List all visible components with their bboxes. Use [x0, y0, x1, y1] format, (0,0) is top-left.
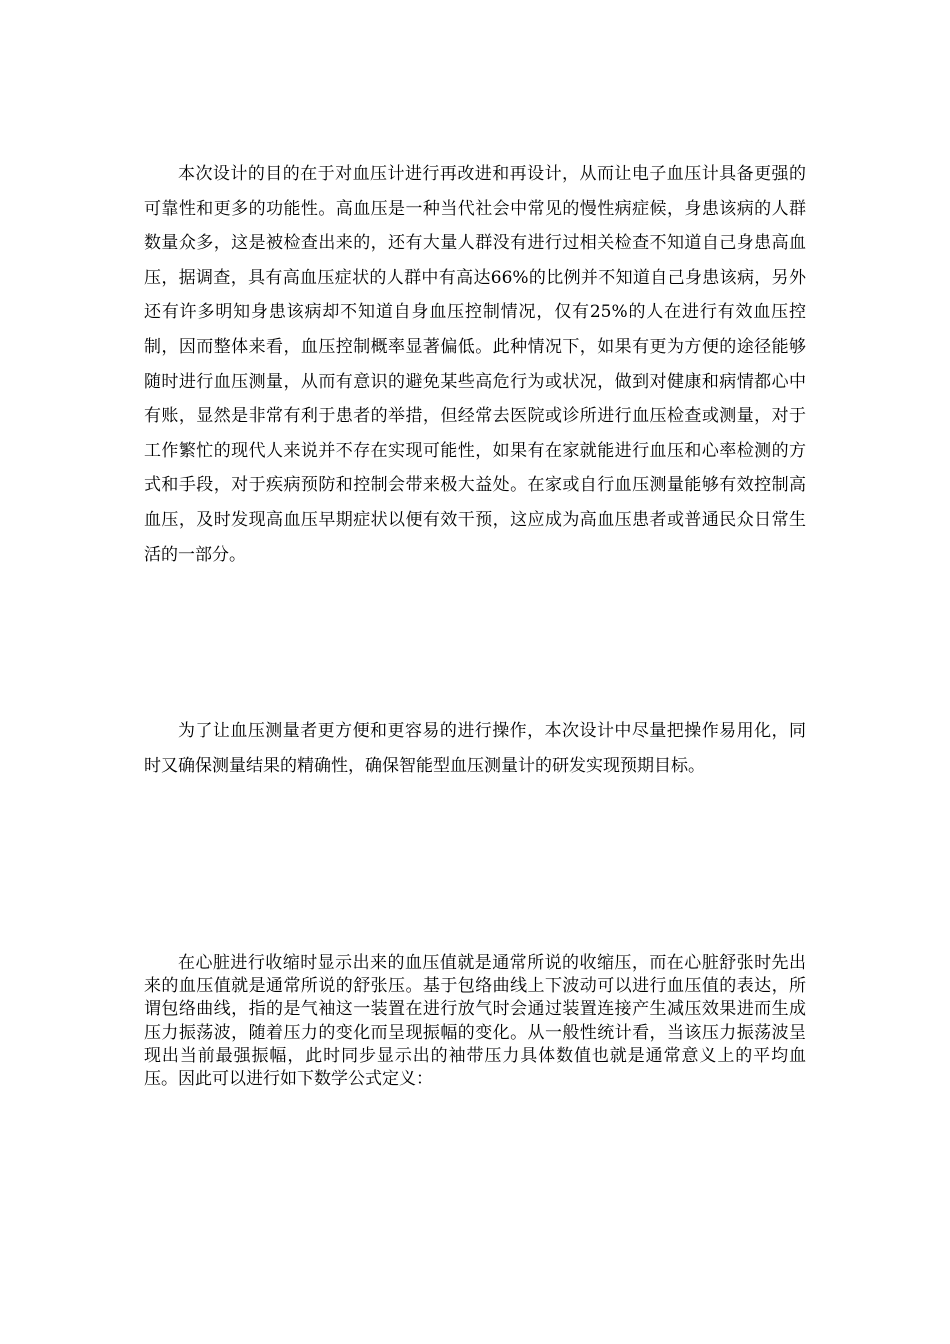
paragraph-design-goal: 为了让血压测量者更方便和更容易的进行操作，本次设计中尽量把操作易用化，同时又确保测量结果的精确性，确保智能型血压测量计的研发实现预期目标。: [144, 721, 806, 776]
paragraph-blood-pressure-principle: 在心脏进行收缩时显示出来的血压值就是通常所说的收缩压，而在心脏舒张时先出来的血压值就是通常所说的舒张压。基于包络曲线上下波动可以进行血压值的表达，所谓包络曲线，指的是气袖这一装置在进行放气时会通过装置连接产生减压效果进而生成压力振荡波，随着压力的变化而呈现振幅的变化。从一般性统计看，当该压力振荡波呈现出当前最强振幅，此时同步显示出的袖带压力具体数值也就是通常意义上的平均血压。因此可以进行如下数学公式定义：: [144, 953, 806, 1090]
paragraph-design-purpose: 本次设计的目的在于对血压计进行再改进和再设计，从而让电子血压计具备更强的可靠性和更多的功能性。高血压是一种当代社会中常见的慢性病症候，身患该病的人群数量众多，这是被检查出来的，还有大量人群没有进行过相关检查不知道自己身患高血压，据调查，具有高血压症状的人群中有高达66%的比例并不知道自己身患该病，另外还有许多明知身患该病却不知道自身血压控制情况，仅有25%的人在进行有效血压控制，因而整体来看，血压控制概率显著偏低。此种情况下，如果有更为方便的途径能够随时进行血压测量，从而有意识的避免某些高危行为或状况，做到对健康和病情都心中有账，显然是非常有利于患者的举措，但经常去医院或诊所进行血压检查或测量，对于工作繁忙的现代人来说并不存在实现可能性，如果有在家就能进行血压和心率检测的方式和手段，对于疾病预防和控制会带来极大益处。在家或自行血压测量能够有效控制高血压，及时发现高血压早期症状以便有效干预，这应成为高血压患者或普通民众日常生活的一部分。: [144, 164, 806, 565]
